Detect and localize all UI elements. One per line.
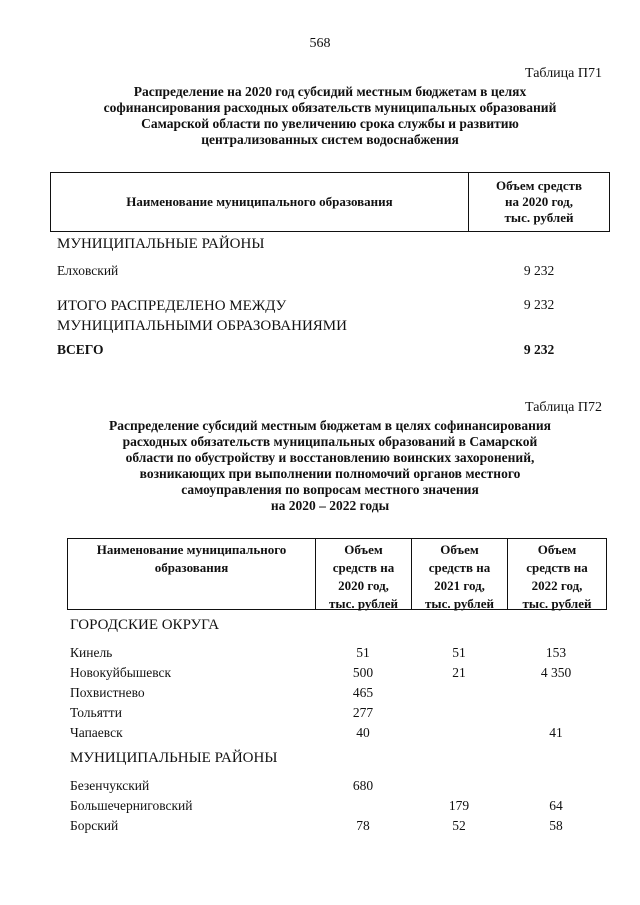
header-line: Объем средств xyxy=(495,178,583,193)
title-line: централизованных систем водоснабжения xyxy=(201,132,459,147)
title-line: Распределение субсидий местным бюджетам в целях софинансирования xyxy=(109,418,551,433)
header-line: Объем xyxy=(537,542,577,557)
row-name: Чапаевск xyxy=(70,725,123,740)
total-label: ВСЕГО xyxy=(57,342,104,357)
header-line: средств на xyxy=(332,560,395,575)
header-line: тыс. рублей xyxy=(425,596,494,611)
subtotal-label xyxy=(57,296,347,336)
header-line: Объем xyxy=(440,542,479,557)
row-name: Борский xyxy=(70,818,119,833)
column-header-2021 xyxy=(412,539,508,609)
value-2020: 78 xyxy=(356,818,370,833)
title-line: софинансирования расходных обязательств муниципальных образований xyxy=(103,100,557,115)
value-2022: 153 xyxy=(545,645,567,660)
row-name: Безенчукский xyxy=(70,778,150,793)
value-2020: 500 xyxy=(352,665,374,680)
header-line: на 2020 год, xyxy=(504,194,574,209)
total-value: 9 232 xyxy=(523,342,555,357)
row-name: Похвистнево xyxy=(70,685,145,700)
value-2022: 41 xyxy=(549,725,563,740)
value-2021: 179 xyxy=(448,798,470,813)
value-2020: 40 xyxy=(356,725,370,740)
section-heading: МУНИЦИПАЛЬНЫЕ РАЙОНЫ xyxy=(70,750,278,766)
value-2021: 52 xyxy=(452,818,466,833)
subtotal-value: 9 232 xyxy=(523,297,555,312)
row-value: 9 232 xyxy=(523,263,555,278)
column-header-2020 xyxy=(316,539,412,609)
value-2020: 680 xyxy=(352,778,374,793)
page-number: 568 xyxy=(309,36,331,51)
column-header-2022 xyxy=(508,539,606,609)
value-2020: 277 xyxy=(352,705,374,720)
header-line: тыс. рублей xyxy=(504,210,574,225)
value-2022: 58 xyxy=(549,818,563,833)
row-name: Елховский xyxy=(57,263,119,278)
title-line: расходных обязательств муниципальных образований в Самарской xyxy=(122,434,538,449)
title-line: области по обустройству и восстановлению воинских захоронений, xyxy=(125,450,535,465)
title-line: Распределение на 2020 год субсидий местным бюджетам в целях xyxy=(133,84,527,99)
header-line: Наименование муниципального xyxy=(96,542,287,557)
header-line: тыс. рублей xyxy=(522,596,592,611)
header-line: Объем xyxy=(344,542,383,557)
value-2022: 64 xyxy=(549,798,563,813)
header-line: 2021 год, xyxy=(434,578,485,593)
table-title-p71 xyxy=(60,84,600,148)
header-line: 2022 год, xyxy=(531,578,583,593)
column-header-name xyxy=(68,539,316,609)
header-line: образования xyxy=(154,560,229,575)
value-2022: 4 350 xyxy=(540,665,572,680)
header-line: средств на xyxy=(428,560,491,575)
header-line: тыс. рублей xyxy=(329,596,398,611)
table-title-p72 xyxy=(60,418,600,514)
row-name: Тольятти xyxy=(70,705,122,720)
section-heading: ГОРОДСКИЕ ОКРУГА xyxy=(70,617,220,633)
value-2020: 465 xyxy=(352,685,374,700)
value-2021: 21 xyxy=(452,665,466,680)
title-line: самоуправления по вопросам местного значения xyxy=(181,482,479,497)
header-line: 2020 год, xyxy=(338,578,389,593)
table-label-p71: Таблица П71 xyxy=(525,66,602,81)
section-heading: МУНИЦИПАЛЬНЫЕ РАЙОНЫ xyxy=(57,236,265,252)
value-2021: 51 xyxy=(452,645,466,660)
header-line: средств на xyxy=(526,560,588,575)
row-name: Большечерниговский xyxy=(70,798,193,813)
table-header-p72 xyxy=(67,538,607,610)
table-label-p72: Таблица П72 xyxy=(525,400,602,415)
row-name: Новокуйбышевск xyxy=(70,665,172,680)
subtotal-line: ИТОГО РАСПРЕДЕЛЕНО МЕЖДУ xyxy=(57,298,287,314)
table-header-p71 xyxy=(50,172,610,232)
title-line: Самарской области по увеличению срока службы и развитию xyxy=(141,116,519,131)
title-line: на 2020 – 2022 годы xyxy=(270,498,390,513)
row-name: Кинель xyxy=(70,645,113,660)
column-header-amount xyxy=(469,173,609,231)
column-header-name: Наименование муниципального образования xyxy=(51,173,469,231)
subtotal-line: МУНИЦИПАЛЬНЫМИ ОБРАЗОВАНИЯМИ xyxy=(57,318,347,334)
title-line: возникающих при выполнении полномочий органов местного xyxy=(139,466,521,481)
value-2020: 51 xyxy=(356,645,370,660)
